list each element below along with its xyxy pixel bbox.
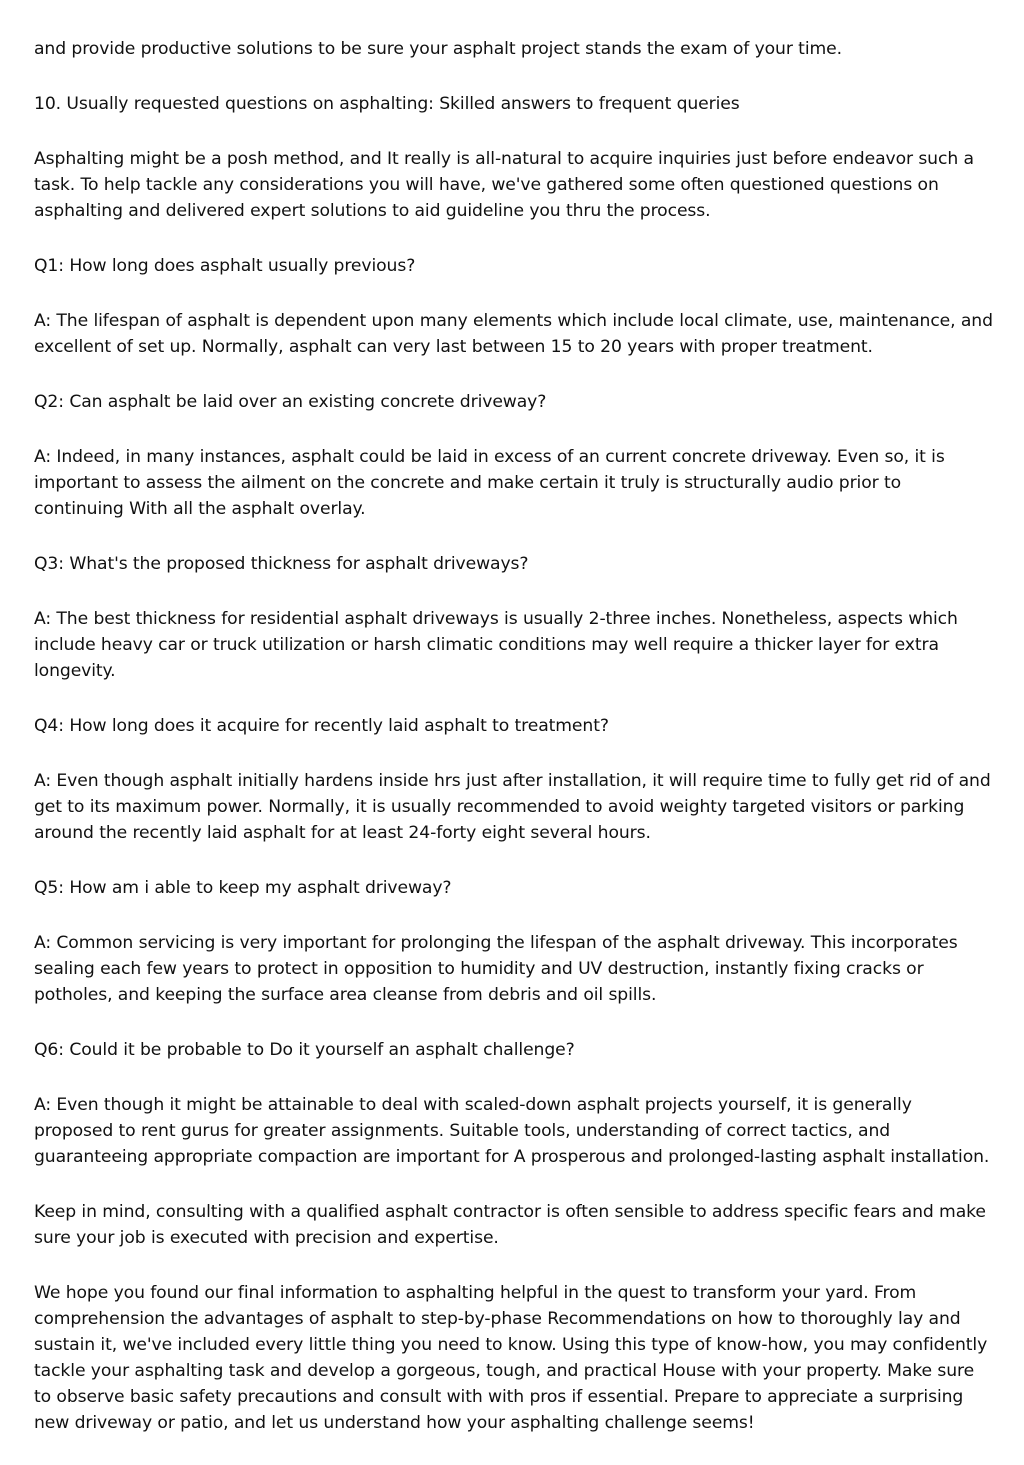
question-4: Q4: How long does it acquire for recently laid asphalt to treatment? bbox=[34, 716, 609, 736]
answer-5: A: Common servicing is very important for prolonging the lifespan of the asphalt driveway. This incorporates sealing each few years to protect in opposition to humidity and UV destruction, instantly fixing cracks or potholes, and keeping the surface area cleanse from debris and oil spills. bbox=[34, 933, 958, 1005]
paragraph-conclusion: We hope you found our final information to asphalting helpful in the quest to transform your yard. From comprehension the advantages of asphalt to step-by-phase Recommendations on how to thoroughly lay and sustain it, we've included every little thing you need to know. Using this type of know-how, you may confidently tackle your asphalting task and develop a gorgeous, tough, and practical House with your property. Make sure to observe basic safety precautions and consult with with pros if essential. Prepare to appreciate a surprising new driveway or patio, and let us understand how your asphalting challenge seems! bbox=[34, 1283, 988, 1433]
question-6: Q6: Could it be probable to Do it yourself an asphalt challenge? bbox=[34, 1040, 575, 1060]
question-1: Q1: How long does asphalt usually previous? bbox=[34, 256, 416, 276]
document-body bbox=[34, 36, 994, 1465]
question-2: Q2: Can asphalt be laid over an existing concrete driveway? bbox=[34, 392, 547, 412]
question-5: Q5: How am i able to keep my asphalt driveway? bbox=[34, 878, 452, 898]
answer-2: A: Indeed, in many instances, asphalt could be laid in excess of an current concrete driveway. Even so, it is important to assess the ailment on the concrete and make certain it truly is structurally audio prior to continuing With all the asphalt overlay. bbox=[34, 447, 945, 519]
answer-3: A: The best thickness for residential asphalt driveways is usually 2-three inches. Nonetheless, aspects which include heavy car or truck utilization or harsh climatic conditions may well require a thicker layer for extra longevity. bbox=[34, 609, 958, 681]
section-heading-faq: 10. Usually requested questions on asphalting: Skilled answers to frequent queries bbox=[34, 94, 740, 114]
question-3: Q3: What's the proposed thickness for asphalt driveways? bbox=[34, 554, 529, 574]
paragraph-consult-note: Keep in mind, consulting with a qualified asphalt contractor is often sensible to address specific fears and make sure your job is executed with precision and expertise. bbox=[34, 1202, 986, 1248]
answer-6: A: Even though it might be attainable to deal with scaled-down asphalt projects yourself, it is generally proposed to rent gurus for greater assignments. Suitable tools, understanding of correct tactics, and guaranteeing appropriate compaction are important for A prosperous and prolonged-lasting asphalt installation. bbox=[34, 1095, 990, 1167]
paragraph-intro-continuation: and provide productive solutions to be sure your asphalt project stands the exam of your time. bbox=[34, 39, 842, 59]
answer-4: A: Even though asphalt initially hardens inside hrs just after installation, it will require time to fully get rid of and get to its maximum power. Normally, it is usually recommended to avoid weighty targeted visitors or parking around the recently laid asphalt for at least 24-forty eight several hours. bbox=[34, 771, 991, 843]
paragraph-faq-intro: Asphalting might be a posh method, and It really is all-natural to acquire inquiries just before endeavor such a task. To help tackle any considerations you will have, we've gathered some often questioned questions on asphalting and delivered expert solutions to aid guideline you thru the process. bbox=[34, 149, 974, 221]
answer-1: A: The lifespan of asphalt is dependent upon many elements which include local climate, use, maintenance, and excellent of set up. Normally, asphalt can very last between 15 to 20 years with proper treatment. bbox=[34, 311, 993, 357]
